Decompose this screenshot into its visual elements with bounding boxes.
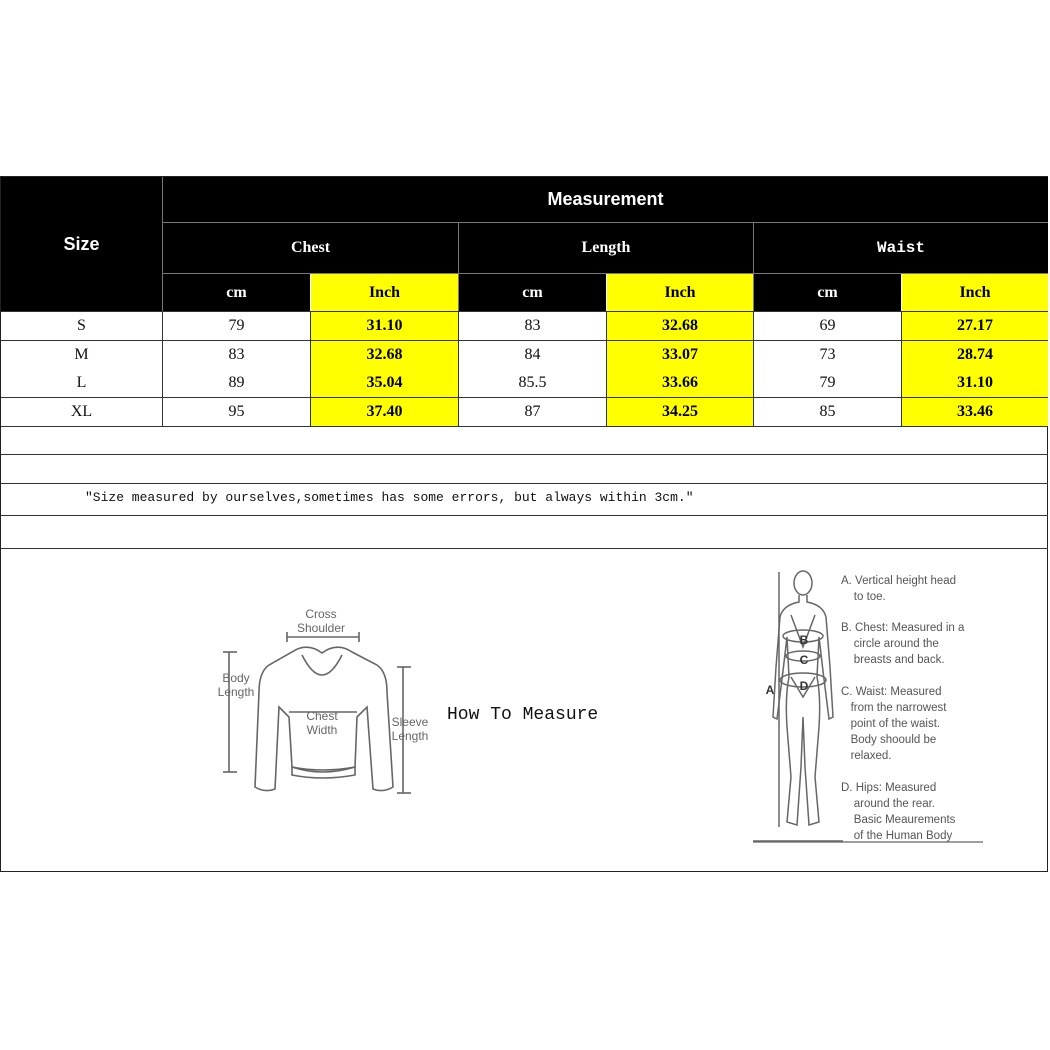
- group-waist: Waist: [754, 223, 1048, 273]
- unit-waist-cm: cm: [754, 274, 901, 311]
- cm-value-cell: 83: [459, 312, 606, 341]
- cm-value-cell: 83: [163, 341, 310, 370]
- cm-value-cell: 85.5: [459, 369, 606, 398]
- unit-chest-inch: Inch: [311, 274, 458, 311]
- inch-value-cell: 28.74: [902, 341, 1048, 370]
- size-chart: [0, 176, 1048, 872]
- sleeve-length-label: Sleeve Length: [391, 715, 429, 743]
- letter-c: C: [799, 653, 809, 667]
- cm-value-cell: 73: [754, 341, 901, 370]
- inch-value-cell: 32.68: [311, 341, 458, 370]
- body-length-label: Body Length: [217, 671, 255, 699]
- size-cell: L: [1, 369, 162, 398]
- inch-value-cell: 33.07: [607, 341, 753, 370]
- measurement-note: "Size measured by ourselves,sometimes has some errors, but always within 3cm.": [85, 490, 694, 505]
- inch-value-cell: 31.10: [311, 312, 458, 341]
- chest-width-label: Chest Width: [306, 709, 338, 737]
- letter-d: D: [799, 679, 809, 693]
- measurement-header: Measurement: [163, 177, 1048, 222]
- inch-value-cell: 33.66: [607, 369, 753, 398]
- cm-value-cell: 79: [163, 312, 310, 341]
- letter-a: A: [765, 683, 775, 697]
- desc-a: A. Vertical height head to toe.: [841, 575, 957, 603]
- letter-b: B: [799, 633, 809, 647]
- unit-chest-cm: cm: [163, 274, 310, 311]
- cm-value-cell: 85: [754, 398, 901, 427]
- cm-value-cell: 89: [163, 369, 310, 398]
- body-figure-diagram: [753, 567, 843, 847]
- group-chest: Chest: [163, 223, 458, 273]
- unit-length-inch: Inch: [607, 274, 753, 311]
- inch-value-cell: 37.40: [311, 398, 458, 427]
- group-length: Length: [459, 223, 753, 273]
- cm-value-cell: 87: [459, 398, 606, 427]
- cm-value-cell: 95: [163, 398, 310, 427]
- how-to-measure-title: How To Measure: [447, 705, 599, 725]
- size-cell: M: [1, 341, 162, 370]
- size-cell: XL: [1, 398, 162, 427]
- unit-length-cm: cm: [459, 274, 606, 311]
- inch-value-cell: 31.10: [902, 369, 1048, 398]
- cm-value-cell: 79: [754, 369, 901, 398]
- desc-b: B. Chest: Measured in a circle around the breasts and back.: [841, 622, 965, 666]
- inch-value-cell: 27.17: [902, 312, 1048, 341]
- inch-value-cell: 33.46: [902, 398, 1048, 427]
- size-cell: S: [1, 312, 162, 341]
- inch-value-cell: 32.68: [607, 312, 753, 341]
- desc-d: D. Hips: Measured around the rear. Basic Meaurements of the Human Body: [841, 782, 956, 842]
- desc-c: C. Waist: Measured from the narrowest point of the waist. Body shoould be relaxed.: [841, 686, 947, 762]
- cm-value-cell: 84: [459, 341, 606, 370]
- inch-value-cell: 35.04: [311, 369, 458, 398]
- cm-value-cell: 69: [754, 312, 901, 341]
- cross-shoulder-label: Cross Shoulder: [296, 607, 346, 635]
- size-header: Size: [1, 177, 162, 311]
- inch-value-cell: 34.25: [607, 398, 753, 427]
- unit-waist-inch: Inch: [902, 274, 1048, 311]
